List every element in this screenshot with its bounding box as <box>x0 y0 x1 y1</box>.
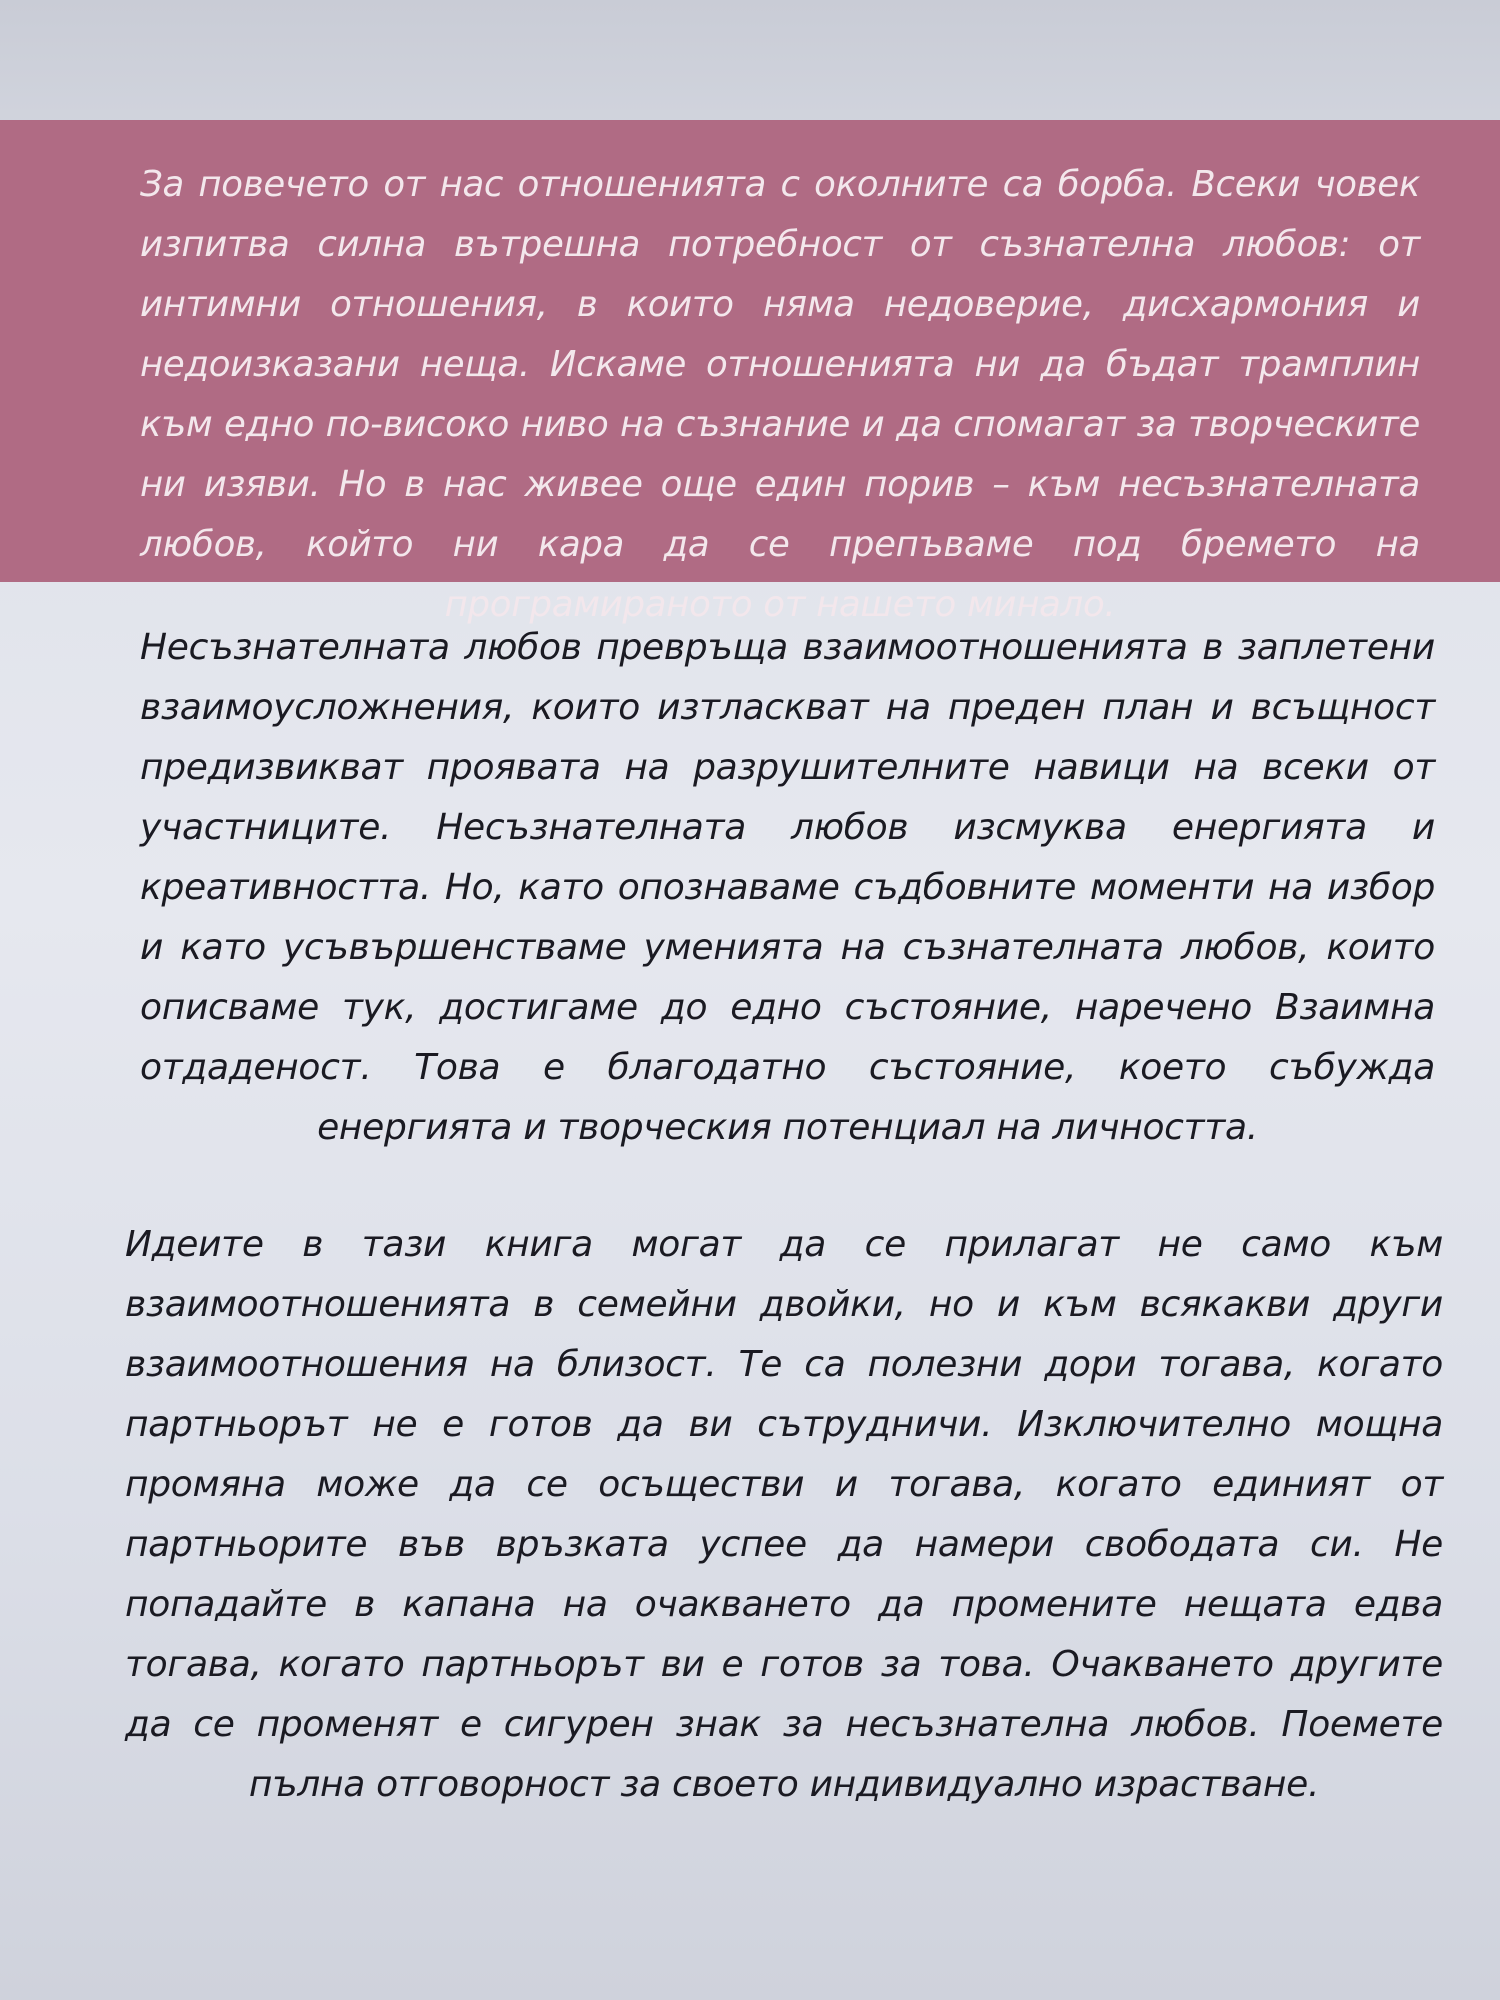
body-paragraph-unconscious-love: Несъзнателната любов превръща взаимоотношенията в заплетени взаимоусложнения, които изтласкват на преден план и всъщност предизвикват проявата на разрушителните навици на всеки от участниците. Несъзнателната любов изсмуква енергията и креативността. Но, като опознаваме съдбовните моменти на избор и като усъвършенстваме уменията на съзнателната любов, които описваме тук, достигаме до едно състояние, наречено Взаимна отдаденост. Това е благодатно състояние, което събужда енергията и творческия потенциал на личността. <box>140 627 1435 1148</box>
intro-band <box>0 120 1500 625</box>
body-paragraph-book-ideas: Идеите в тази книга могат да се прилагат не само към взаимоотношенията в семейни двойки, но и към всякакви други взаимоотношения на близост. Те са полезни дори тогава, когато партньорът не е готов да ви сътрудничи. Изключително мощна промяна може да се осъществи и тогава, когато единият от партньорите във връзката успее да намери свободата си. Не попадайте в капана на очакването да промените нещата едва тогава, когато партньорът ви е готов за това. Очакването другите да се променят е сигурен знак за несъзнателна любов. Поемете пълна отговорност за своето индивидуално израстване. <box>125 1224 1443 1805</box>
intro-paragraph: За повечето от нас отношенията с околните са борба. Всеки човек изпитва силна вътрешна потребност от съзнателна любов: от интимни отношения, в които няма недоверие, дисхармония и недоизказани неща. Искаме отношенията ни да бъдат трамплин към едно по-високо ниво на съзнание и да спомагат за творческите ни изяви. Но в нас живее още един порив – към несъзнателната любов, който ни кара да се препъваме под бремето на програмираното от нашето минало. <box>140 164 1420 625</box>
